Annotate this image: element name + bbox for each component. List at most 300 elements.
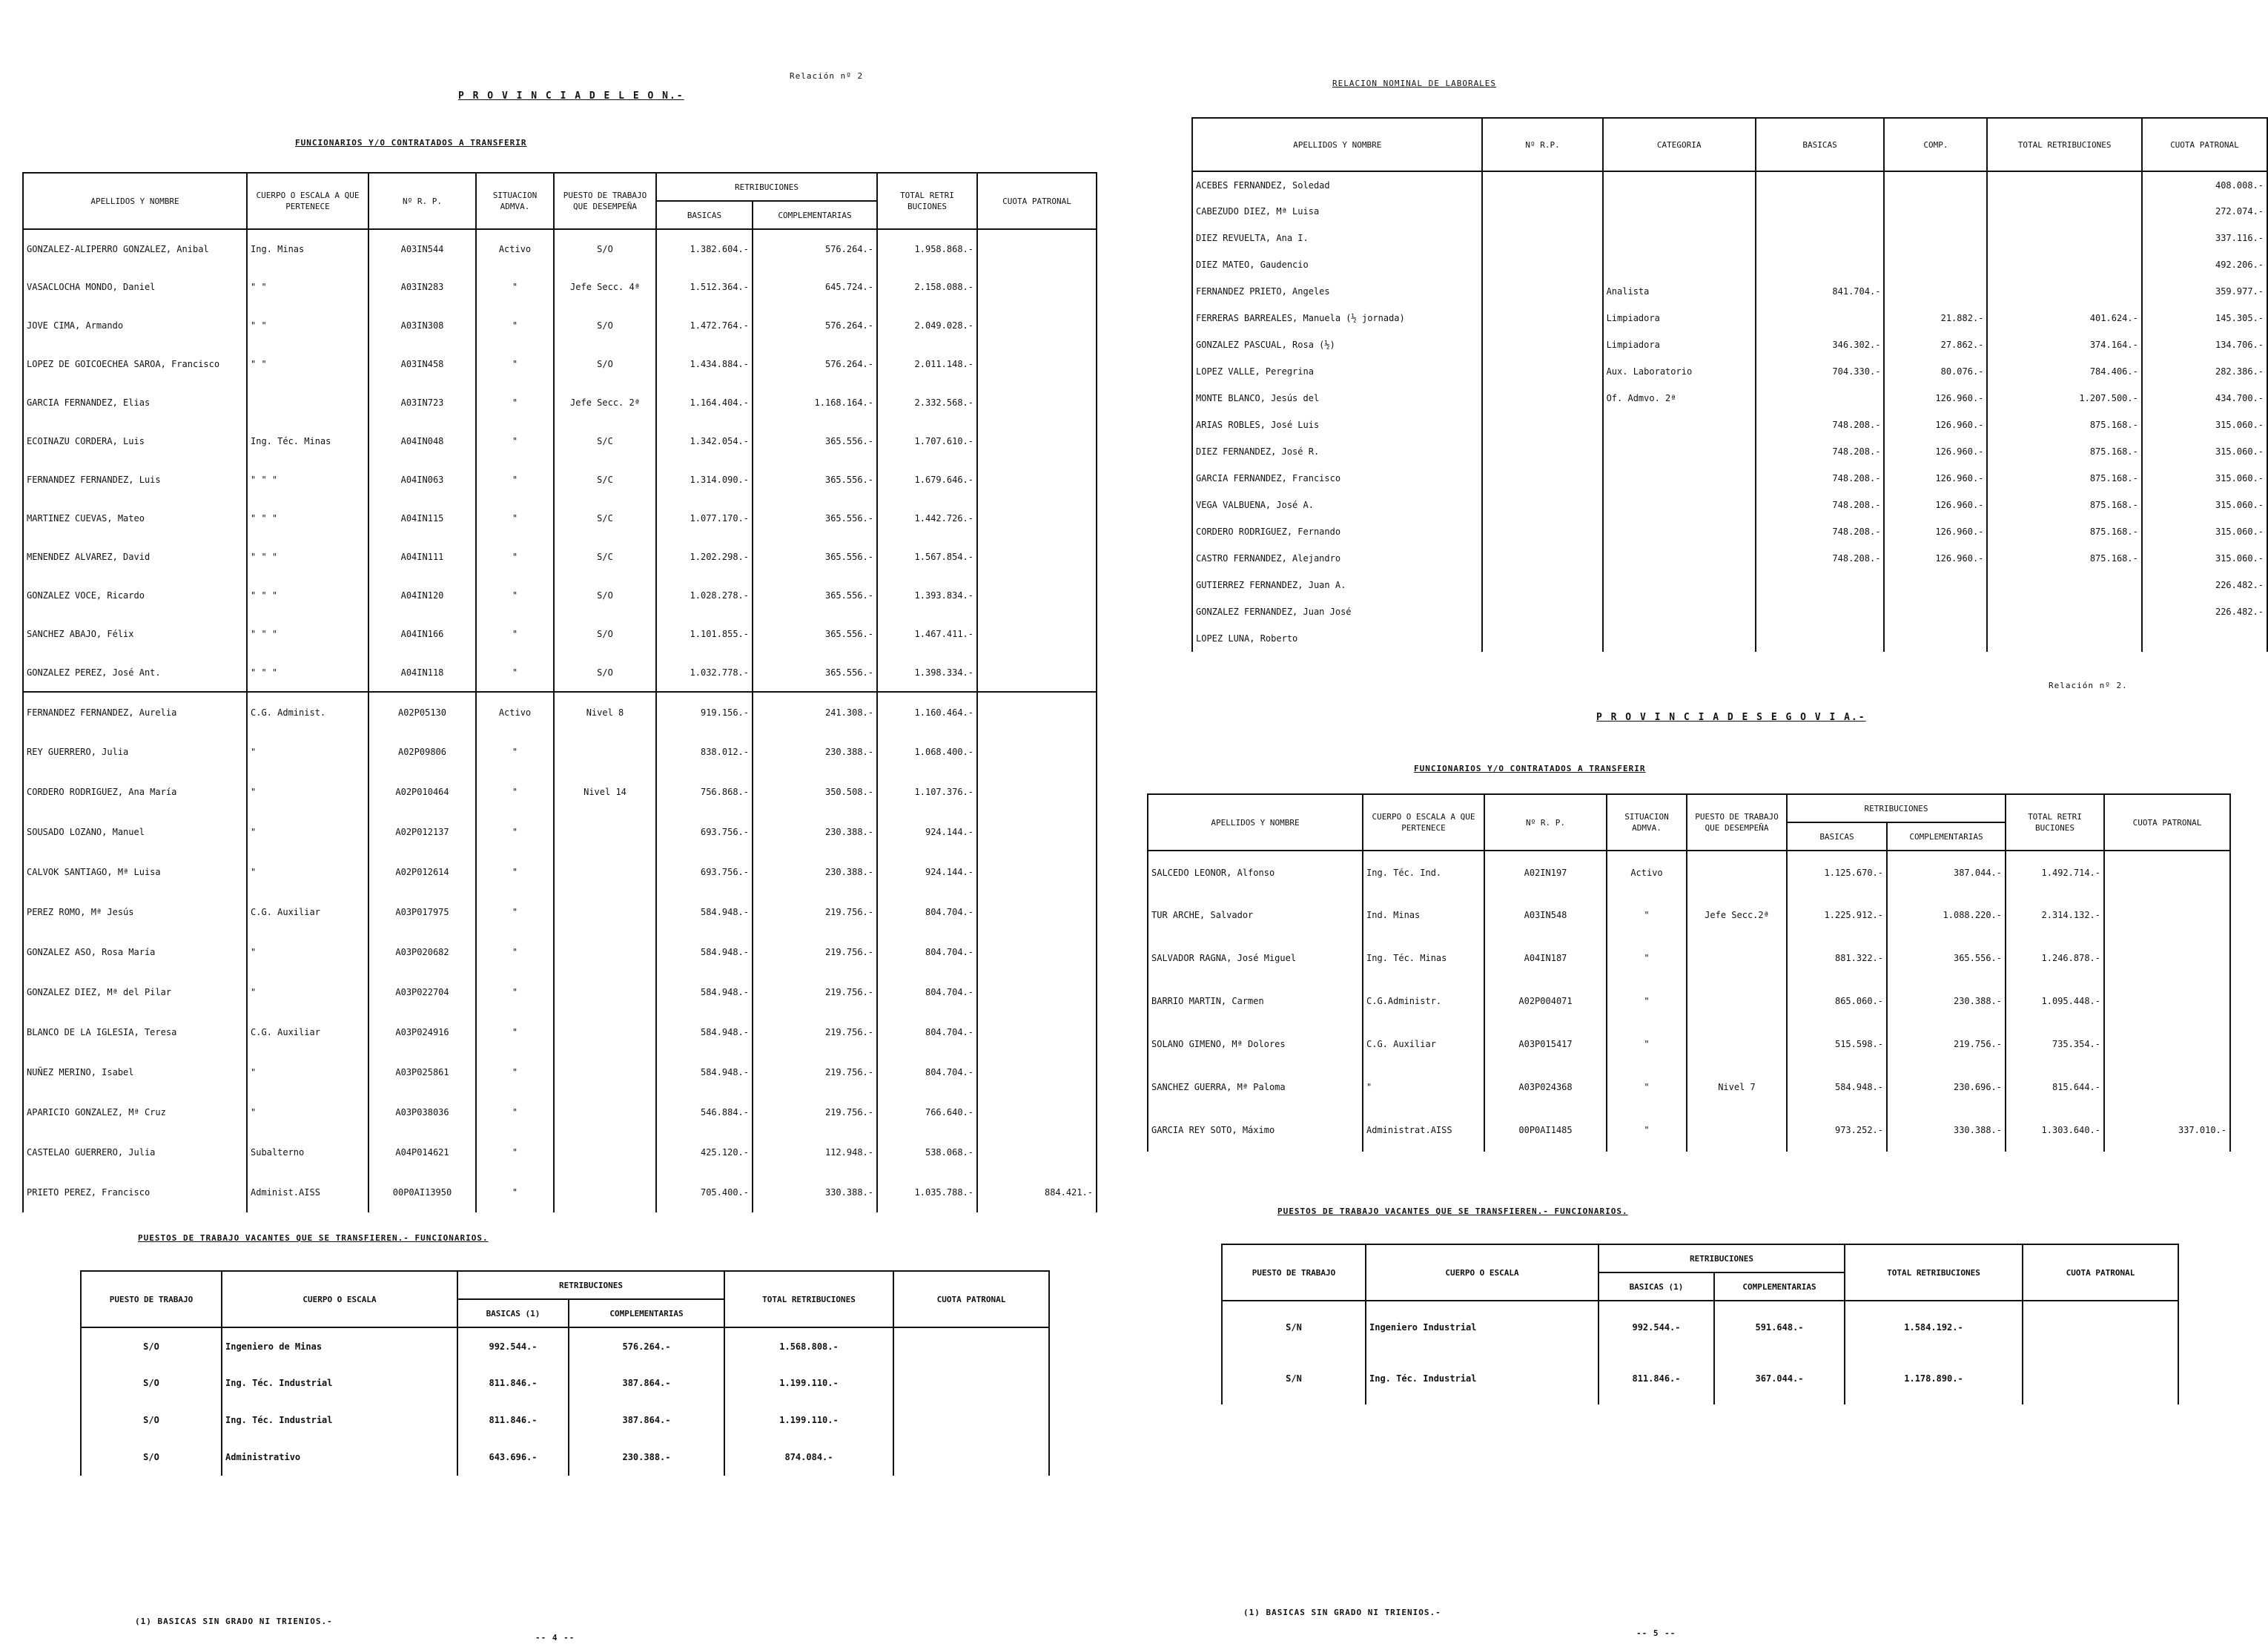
cell-total: 1.707.610.- xyxy=(877,422,977,460)
cell-comp: 126.960.- xyxy=(1884,492,1987,518)
cell-cuota xyxy=(977,576,1097,615)
cell-comp xyxy=(1884,572,1987,598)
cell-comp: 126.960.- xyxy=(1884,412,1987,438)
cell-puesto: S/O xyxy=(554,576,656,615)
cell-total: 875.168.- xyxy=(1987,438,2141,465)
table-row xyxy=(23,499,1097,538)
cell-nombre: GONZALEZ PEREZ, José Ant. xyxy=(23,653,247,692)
cell-nrp: A03IN723 xyxy=(368,383,476,422)
cell-nrp: A03P015417 xyxy=(1484,1023,1607,1066)
cell-comp: 230.388.- xyxy=(753,852,877,892)
cell-cat xyxy=(1603,438,1756,465)
cell-cuota xyxy=(977,268,1097,306)
cell-cat: Analista xyxy=(1603,278,1756,305)
seg-col-situacion: SITUACION ADMVA. xyxy=(1607,794,1687,851)
relacion-number-right: Relación nº 2. xyxy=(2049,681,2128,690)
cell-nombre: SOUSADO LOZANO, Manuel xyxy=(23,812,247,852)
col-situacion: SITUACION ADMVA. xyxy=(476,173,554,229)
cell-nrp xyxy=(1482,171,1602,198)
table-row xyxy=(1192,358,2267,385)
cell-comp: 126.960.- xyxy=(1884,545,1987,572)
cell-basicas: 748.208.- xyxy=(1756,465,1885,492)
cell-comp: 576.264.- xyxy=(753,229,877,268)
lab-col-apellidos: APELLIDOS Y NOMBRE xyxy=(1192,118,1482,171)
table-subtitle: FUNCIONARIOS Y/O CONTRATADOS A TRANSFERIR xyxy=(295,138,527,148)
cell-comp: 365.556.- xyxy=(753,538,877,576)
cell-nrp: A02P09806 xyxy=(368,732,476,772)
cell-nombre: SOLANO GIMENO, Mª Dolores xyxy=(1148,1023,1363,1066)
cell-basicas: 865.060.- xyxy=(1787,980,1887,1023)
seg-vac-col-retrib: RETRIBUCIONES xyxy=(1598,1244,1845,1272)
cell-nombre: CORDERO RODRIGUEZ, Fernando xyxy=(1192,518,1482,545)
cell-cuerpo: Ing. Téc. Ind. xyxy=(1363,851,1484,894)
cell-cuota: 145.305.- xyxy=(2142,305,2267,331)
cell-basicas: 748.208.- xyxy=(1756,492,1885,518)
cell-nombre: BARRIO MARTIN, Carmen xyxy=(1148,980,1363,1023)
laborales-rows xyxy=(1192,171,2267,652)
cell-sit: " xyxy=(476,772,554,812)
cell-cuota: 884.421.- xyxy=(977,1172,1097,1212)
table-row xyxy=(23,268,1097,306)
cell-nombre: LOPEZ VALLE, Peregrina xyxy=(1192,358,1482,385)
table-row xyxy=(1222,1353,2178,1404)
cell-cuota xyxy=(977,772,1097,812)
cell-basicas xyxy=(1756,251,1885,278)
col-retribuciones: RETRIBUCIONES xyxy=(656,173,877,201)
page-number: -- 4 -- xyxy=(535,1633,575,1643)
cell-comp: 126.960.- xyxy=(1884,465,1987,492)
cell-sit: " xyxy=(476,653,554,692)
table-row xyxy=(23,422,1097,460)
cell-total: 1.199.110.- xyxy=(724,1364,893,1402)
cell-puesto: S/O xyxy=(554,306,656,345)
cell-puesto: S/C xyxy=(554,460,656,499)
cell-basicas: 584.948.- xyxy=(656,972,753,1012)
cell-sit: " xyxy=(476,732,554,772)
cell-sit: Activo xyxy=(1607,851,1687,894)
cell-total: 924.144.- xyxy=(877,852,977,892)
cell-basicas: 705.400.- xyxy=(656,1172,753,1212)
cell-basicas xyxy=(1756,305,1885,331)
cell-total: 401.624.- xyxy=(1987,305,2141,331)
lab-col-categoria: CATEGORIA xyxy=(1603,118,1756,171)
table-row xyxy=(81,1439,1049,1476)
cell-cuerpo: " xyxy=(247,772,368,812)
cell-puesto: S/O xyxy=(81,1439,222,1476)
table-row xyxy=(1148,851,2230,894)
cell-nombre: SANCHEZ ABAJO, Félix xyxy=(23,615,247,653)
cell-cuerpo: Ing. Téc. Industrial xyxy=(222,1402,457,1439)
cell-comp: 126.960.- xyxy=(1884,438,1987,465)
cell-nombre: PRIETO PEREZ, Francisco xyxy=(23,1172,247,1212)
cell-nrp: A03P020682 xyxy=(368,932,476,972)
cell-total xyxy=(1987,251,2141,278)
left-page xyxy=(0,0,1125,1644)
cell-nrp: A04IN111 xyxy=(368,538,476,576)
table-row xyxy=(23,932,1097,972)
cell-nrp xyxy=(1482,545,1602,572)
cell-total: 1.035.788.- xyxy=(877,1172,977,1212)
cell-basicas: 992.544.- xyxy=(1598,1301,1714,1353)
cell-total xyxy=(1987,598,2141,625)
cell-puesto: S/N xyxy=(1222,1301,1366,1353)
cell-cuerpo: C.G. Administ. xyxy=(247,692,368,732)
cell-cuota xyxy=(977,460,1097,499)
col-cuerpo: CUERPO O ESCALA A QUE PERTENECE xyxy=(247,173,368,229)
cell-total xyxy=(1987,278,2141,305)
cell-cuota: 134.706.- xyxy=(2142,331,2267,358)
cell-total: 538.068.- xyxy=(877,1132,977,1172)
cell-total xyxy=(1987,171,2141,198)
cell-nombre: LOPEZ DE GOICOECHEA SAROA, Francisco xyxy=(23,345,247,383)
cell-basicas xyxy=(1756,625,1885,652)
cell-cuota xyxy=(977,499,1097,538)
leon-staff-table xyxy=(22,172,1097,1212)
cell-cuota: 359.977.- xyxy=(2142,278,2267,305)
cell-nombre: GONZALEZ VOCE, Ricardo xyxy=(23,576,247,615)
table-row xyxy=(1192,545,2267,572)
cell-puesto xyxy=(554,972,656,1012)
cell-cat xyxy=(1603,492,1756,518)
vac-col-puesto: PUESTO DE TRABAJO xyxy=(81,1271,222,1327)
cell-nrp: A02P010464 xyxy=(368,772,476,812)
cell-total: 815.644.- xyxy=(2006,1066,2104,1109)
cell-total: 2.049.028.- xyxy=(877,306,977,345)
cell-sit: Activo xyxy=(476,692,554,732)
cell-basicas: 1.382.604.- xyxy=(656,229,753,268)
table-row xyxy=(1148,1023,2230,1066)
cell-nrp: A02P05130 xyxy=(368,692,476,732)
table-row xyxy=(23,460,1097,499)
cell-cuota: 315.060.- xyxy=(2142,412,2267,438)
cell-basicas xyxy=(1756,385,1885,412)
cell-puesto xyxy=(1687,851,1787,894)
cell-cuerpo: Administ.AISS xyxy=(247,1172,368,1212)
cell-cuota xyxy=(2104,980,2230,1023)
cell-sit: " xyxy=(1607,980,1687,1023)
cell-cuota xyxy=(2104,1066,2230,1109)
table-row xyxy=(23,615,1097,653)
segovia-vacantes-title: PUESTOS DE TRABAJO VACANTES QUE SE TRANSFIEREN.- FUNCIONARIOS. xyxy=(1277,1206,1628,1216)
cell-total: 1.199.110.- xyxy=(724,1402,893,1439)
cell-total: 2.314.132.- xyxy=(2006,894,2104,937)
cell-nrp: A03IN283 xyxy=(368,268,476,306)
cell-total: 804.704.- xyxy=(877,892,977,932)
cell-comp: 645.724.- xyxy=(753,268,877,306)
cell-comp: 80.076.- xyxy=(1884,358,1987,385)
table-row xyxy=(1192,625,2267,652)
cell-total: 1.393.834.- xyxy=(877,576,977,615)
cell-nrp: A04IN120 xyxy=(368,576,476,615)
cell-total: 1.095.448.- xyxy=(2006,980,2104,1023)
cell-nombre: BLANCO DE LA IGLESIA, Teresa xyxy=(23,1012,247,1052)
cell-puesto: S/O xyxy=(81,1402,222,1439)
cell-sit: " xyxy=(476,268,554,306)
cell-cuota: 315.060.- xyxy=(2142,518,2267,545)
cell-basicas: 1.512.364.- xyxy=(656,268,753,306)
cell-cat xyxy=(1603,171,1756,198)
vac-col-total: TOTAL RETRIBUCIONES xyxy=(724,1271,893,1327)
cell-cuerpo: " " xyxy=(247,345,368,383)
cell-puesto: S/O xyxy=(554,653,656,692)
cell-nrp: 00P0AI1485 xyxy=(1484,1109,1607,1152)
cell-basicas xyxy=(1756,171,1885,198)
cell-comp: 365.556.- xyxy=(753,653,877,692)
cell-nombre: TUR ARCHE, Salvador xyxy=(1148,894,1363,937)
cell-cuota xyxy=(2104,1023,2230,1066)
cell-cuerpo xyxy=(247,383,368,422)
cell-sit: " xyxy=(476,576,554,615)
col-complementarias: COMPLEMENTARIAS xyxy=(753,201,877,229)
cell-nombre: DIEZ FERNANDEZ, José R. xyxy=(1192,438,1482,465)
table-row xyxy=(1148,894,2230,937)
cell-cuerpo: " xyxy=(247,732,368,772)
cell-total: 2.332.568.- xyxy=(877,383,977,422)
cell-nrp xyxy=(1482,331,1602,358)
seg-col-complementarias: COMPLEMENTARIAS xyxy=(1887,822,2006,851)
cell-cuerpo: C.G. Auxiliar xyxy=(1363,1023,1484,1066)
table-row xyxy=(1192,598,2267,625)
cell-puesto: S/C xyxy=(554,422,656,460)
cell-cuerpo: Ing. Téc. Minas xyxy=(247,422,368,460)
cell-sit: " xyxy=(476,972,554,1012)
cell-nombre: LOPEZ LUNA, Roberto xyxy=(1192,625,1482,652)
cell-nombre: GARCIA REY SOTO, Máximo xyxy=(1148,1109,1363,1152)
cell-nrp: A04IN063 xyxy=(368,460,476,499)
cell-cuerpo: Ingeniero Industrial xyxy=(1366,1301,1598,1353)
cell-puesto xyxy=(554,852,656,892)
cell-nrp xyxy=(1482,518,1602,545)
cell-comp: 365.556.- xyxy=(753,615,877,653)
table-row xyxy=(1192,465,2267,492)
cell-basicas: 515.598.- xyxy=(1787,1023,1887,1066)
cell-sit: " xyxy=(1607,1109,1687,1152)
seg-col-retribuciones: RETRIBUCIONES xyxy=(1787,794,2006,822)
cell-cat xyxy=(1603,625,1756,652)
cell-total: 1.958.868.- xyxy=(877,229,977,268)
seg-vac-col-cuerpo: CUERPO O ESCALA xyxy=(1366,1244,1598,1301)
cell-basicas: 1.472.764.- xyxy=(656,306,753,345)
cell-nombre: MONTE BLANCO, Jesús del xyxy=(1192,385,1482,412)
cell-cuerpo: Subalterno xyxy=(247,1132,368,1172)
cell-comp xyxy=(1884,198,1987,225)
cell-cuota: 315.060.- xyxy=(2142,465,2267,492)
cell-puesto xyxy=(554,1132,656,1172)
cell-sit: " xyxy=(476,812,554,852)
cell-cuerpo: Ind. Minas xyxy=(1363,894,1484,937)
cell-sit: " xyxy=(1607,894,1687,937)
cell-comp: 230.388.- xyxy=(1887,980,2006,1023)
table-row xyxy=(1148,1066,2230,1109)
cell-puesto: Jefe Secc.2ª xyxy=(1687,894,1787,937)
cell-nrp: A04P014621 xyxy=(368,1132,476,1172)
cell-total xyxy=(1987,225,2141,251)
cell-cuota: 315.060.- xyxy=(2142,438,2267,465)
cell-puesto xyxy=(554,1092,656,1132)
cell-cuerpo: Ing. Téc. Minas xyxy=(1363,937,1484,980)
cell-nrp: 00P0AI13950 xyxy=(368,1172,476,1212)
cell-cuerpo: " " " xyxy=(247,538,368,576)
col-apellidos: APELLIDOS Y NOMBRE xyxy=(23,173,247,229)
cell-sit: " xyxy=(476,615,554,653)
cell-basicas: 693.756.- xyxy=(656,812,753,852)
cell-total: 1.467.411.- xyxy=(877,615,977,653)
cell-puesto xyxy=(554,1172,656,1212)
footnote: (1) BASICAS SIN GRADO NI TRIENIOS.- xyxy=(135,1617,333,1626)
cell-nrp xyxy=(1482,251,1602,278)
cell-cuerpo: " " " xyxy=(247,653,368,692)
cell-total: 1.160.464.- xyxy=(877,692,977,732)
cell-comp xyxy=(1884,598,1987,625)
table-row xyxy=(23,1132,1097,1172)
cell-sit: " xyxy=(476,852,554,892)
cell-basicas: 919.156.- xyxy=(656,692,753,732)
segovia-vacantes-table xyxy=(1221,1244,2179,1404)
cell-sit: " xyxy=(476,1172,554,1212)
cell-total: 2.011.148.- xyxy=(877,345,977,383)
cell-puesto: Jefe Secc. 4ª xyxy=(554,268,656,306)
cell-cuerpo: C.G. Auxiliar xyxy=(247,892,368,932)
cell-basicas: 584.948.- xyxy=(656,1052,753,1092)
cell-basicas: 1.125.670.- xyxy=(1787,851,1887,894)
cell-cat xyxy=(1603,225,1756,251)
cell-nombre: APARICIO GONZALEZ, Mª Cruz xyxy=(23,1092,247,1132)
cell-comp: 1.168.164.- xyxy=(753,383,877,422)
cell-comp xyxy=(1884,225,1987,251)
segovia-page-number: -- 5 -- xyxy=(1636,1628,1676,1638)
cell-comp: 576.264.- xyxy=(753,345,877,383)
cell-comp xyxy=(1884,251,1987,278)
cell-cuota: 337.010.- xyxy=(2104,1109,2230,1152)
cell-basicas: 756.868.- xyxy=(656,772,753,812)
cell-total: 1.567.854.- xyxy=(877,538,977,576)
table-row xyxy=(23,972,1097,1012)
cell-nombre: FERNANDEZ PRIETO, Angeles xyxy=(1192,278,1482,305)
cell-nombre: JOVE CIMA, Armando xyxy=(23,306,247,345)
leon-vacantes-rows xyxy=(81,1327,1049,1476)
cell-nrp xyxy=(1482,492,1602,518)
provincia-title: P R O V I N C I A D E L E O N.- xyxy=(458,90,684,102)
cell-cuota xyxy=(2104,937,2230,980)
cell-nrp xyxy=(1482,198,1602,225)
cell-basicas: 881.322.- xyxy=(1787,937,1887,980)
cell-cat xyxy=(1603,598,1756,625)
cell-cuota xyxy=(893,1327,1049,1364)
cell-nrp: A03IN544 xyxy=(368,229,476,268)
cell-sit: " xyxy=(476,1092,554,1132)
cell-nombre: GONZALEZ DIEZ, Mª del Pilar xyxy=(23,972,247,1012)
cell-sit: " xyxy=(476,460,554,499)
table-row xyxy=(1192,518,2267,545)
cell-comp: 126.960.- xyxy=(1884,518,1987,545)
cell-total: 374.164.- xyxy=(1987,331,2141,358)
cell-puesto: S/O xyxy=(554,345,656,383)
cell-puesto: S/O xyxy=(554,615,656,653)
cell-basicas: 584.948.- xyxy=(656,892,753,932)
table-row xyxy=(23,576,1097,615)
seg-col-puesto: PUESTO DE TRABAJO QUE DESEMPEÑA xyxy=(1687,794,1787,851)
cell-total: 766.640.- xyxy=(877,1092,977,1132)
cell-nombre: NUÑEZ MERINO, Isabel xyxy=(23,1052,247,1092)
cell-basicas: 811.846.- xyxy=(457,1364,569,1402)
cell-cuerpo: Ing. Minas xyxy=(247,229,368,268)
cell-cuerpo: Ing. Téc. Industrial xyxy=(222,1364,457,1402)
cell-total: 804.704.- xyxy=(877,932,977,972)
cell-cuota xyxy=(977,345,1097,383)
cell-nrp: A04IN118 xyxy=(368,653,476,692)
table-row xyxy=(23,538,1097,576)
cell-nombre: GONZALEZ FERNANDEZ, Juan José xyxy=(1192,598,1482,625)
table-row xyxy=(1192,331,2267,358)
cell-comp: 387.864.- xyxy=(569,1402,724,1439)
cell-nombre: SALVADOR RAGNA, José Miguel xyxy=(1148,937,1363,980)
cell-comp: 219.756.- xyxy=(753,932,877,972)
provincia-title-segovia: P R O V I N C I A D E S E G O V I A.- xyxy=(1596,712,1866,723)
cell-nrp xyxy=(1482,572,1602,598)
cell-total: 1.442.726.- xyxy=(877,499,977,538)
table-row xyxy=(23,1172,1097,1212)
vac-col-comp: COMPLEMENTARIAS xyxy=(569,1299,724,1327)
cell-puesto: Jefe Secc. 2ª xyxy=(554,383,656,422)
cell-total: 804.704.- xyxy=(877,1012,977,1052)
segovia-footnote: (1) BASICAS SIN GRADO NI TRIENIOS.- xyxy=(1243,1608,1441,1617)
segovia-rows xyxy=(1148,851,2230,1152)
cell-nombre: MENENDEZ ALVAREZ, David xyxy=(23,538,247,576)
cell-nombre: PEREZ ROMO, Mª Jesús xyxy=(23,892,247,932)
cell-sit: " xyxy=(476,892,554,932)
table-row xyxy=(1148,937,2230,980)
cell-total: 1.178.890.- xyxy=(1845,1353,2023,1404)
cell-nrp: A03IN548 xyxy=(1484,894,1607,937)
laborales-title: RELACION NOMINAL DE LABORALES xyxy=(1332,79,1497,88)
cell-comp: 387.864.- xyxy=(569,1364,724,1402)
cell-basicas: 693.756.- xyxy=(656,852,753,892)
lab-col-nrp: Nº R.P. xyxy=(1482,118,1602,171)
cell-comp xyxy=(1884,625,1987,652)
cell-cuota xyxy=(893,1364,1049,1402)
cell-cuerpo: " " " xyxy=(247,460,368,499)
cell-cat xyxy=(1603,545,1756,572)
cell-cuota: 315.060.- xyxy=(2142,545,2267,572)
cell-cuota: 315.060.- xyxy=(2142,492,2267,518)
cell-puesto xyxy=(1687,937,1787,980)
cell-puesto xyxy=(554,812,656,852)
cell-total: 1.246.878.- xyxy=(2006,937,2104,980)
cell-cat: Aux. Laboratorio xyxy=(1603,358,1756,385)
cell-basicas: 1.314.090.- xyxy=(656,460,753,499)
leon-group-tecnicos xyxy=(23,229,1097,692)
cell-nombre: GARCIA FERNANDEZ, Elias xyxy=(23,383,247,422)
cell-cat: Limpiadora xyxy=(1603,331,1756,358)
table-row xyxy=(1148,980,2230,1023)
cell-puesto xyxy=(554,1012,656,1052)
cell-basicas: 992.544.- xyxy=(457,1327,569,1364)
seg-vac-col-puesto: PUESTO DE TRABAJO xyxy=(1222,1244,1366,1301)
cell-cuota xyxy=(977,422,1097,460)
cell-cuerpo: Ing. Téc. Industrial xyxy=(1366,1353,1598,1404)
cell-puesto: Nivel 14 xyxy=(554,772,656,812)
cell-cuerpo: " " xyxy=(247,268,368,306)
cell-comp: 219.756.- xyxy=(753,1092,877,1132)
cell-cat xyxy=(1603,198,1756,225)
cell-cuota xyxy=(977,229,1097,268)
cell-nombre: SALCEDO LEONOR, Alfonso xyxy=(1148,851,1363,894)
cell-nrp: A03P025861 xyxy=(368,1052,476,1092)
cell-cat xyxy=(1603,251,1756,278)
cell-total: 875.168.- xyxy=(1987,518,2141,545)
table-row xyxy=(81,1402,1049,1439)
cell-total xyxy=(1987,572,2141,598)
